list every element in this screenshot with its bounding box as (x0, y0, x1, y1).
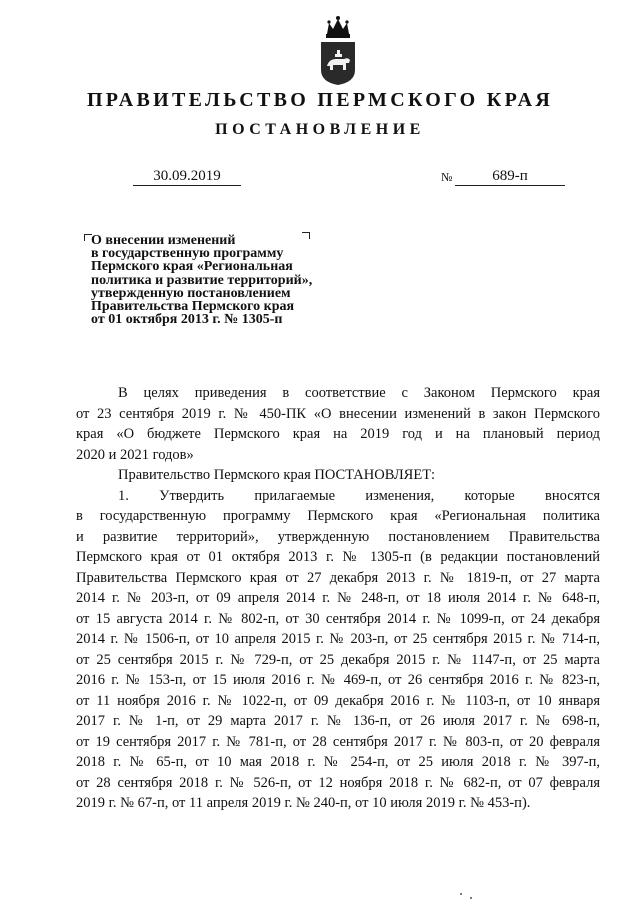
body-line: от 23 сентября 2019 г. № 450-ПК «О внесении изменений в закон Пермского (76, 405, 600, 422)
subject-line: политика и развитие территорий», (91, 272, 313, 288)
subject-line: в государственную программу (91, 246, 284, 262)
body-line: от 15 августа 2014 г. № 802-п, от 30 сентября 2014 г. № 1099-п, от 24 декабря (76, 610, 600, 627)
perm-krai-coat-of-arms-icon (318, 14, 358, 86)
body-line: и развитие территорий», утвержденную постановлением Правительства (76, 528, 600, 545)
body-line: от 28 сентября 2018 г. № 526-п, от 12 ноября 2018 г. № 682-п, от 07 февраля (76, 774, 600, 791)
body-line: от 19 сентября 2017 г. № 781-п, от 28 сентября 2017 г. № 803-п, от 20 февраля (76, 733, 600, 750)
body-line: 2019 г. № 67-п, от 11 апреля 2019 г. № 240-п, от 10 июля 2019 г. № 453-п). (76, 795, 531, 811)
body-text (76, 383, 600, 814)
body-line: Правительство Пермского края ПОСТАНОВЛЯЕТ: (118, 467, 436, 483)
document-number: 689-п (455, 168, 565, 186)
body-line: 2014 г. № 203-п, от 09 апреля 2014 г. № 248-п, от 18 июля 2014 г. № 648-п, (76, 590, 600, 606)
body-line: края «О бюджете Пермского края на 2019 год и на плановый период (76, 426, 600, 442)
body-line: 2018 г. № 65-п, от 10 мая 2018 г. № 254-п, от 25 июля 2018 г. № 397-п, (76, 754, 600, 770)
body-line: 2014 г. № 1506-п, от 10 апреля 2015 г. № 203-п, от 25 сентября 2015 г. № 714-п, (76, 631, 600, 647)
body-line: Правительства Пермского края от 27 декабря 2013 г. № 1819-п, от 27 марта (76, 569, 600, 586)
body-line: 2017 г. № 1-п, от 29 марта 2017 г. № 136-п, от 26 июля 2017 г. № 698-п, (76, 713, 600, 729)
body-line: от 25 сентября 2015 г. № 729-п, от 25 декабря 2015 г. № 1147-п, от 25 марта (76, 651, 600, 668)
subject-line: от 01 октября 2013 г. № 1305-п (91, 312, 283, 328)
organization-title: ПРАВИТЕЛЬСТВО ПЕРМСКОГО КРАЯ (86, 89, 554, 111)
subject-line: Пермского края «Региональная (91, 259, 293, 275)
subject-line: Правительства Пермского края (91, 299, 295, 315)
body-line: 2020 и 2021 годов» (76, 446, 194, 463)
document-date: 30.09.2019 (133, 168, 241, 186)
body-line: 2016 г. № 153-п, от 15 июля 2016 г. № 469-п, от 26 сентября 2016 г. № 823-п, (76, 672, 600, 688)
body-line: Пермского края от 01 октября 2013 г. № 1305-п (в редакции постановлений (76, 549, 600, 565)
subject-line: утвержденную постановлением (91, 285, 291, 301)
scan-speck (460, 893, 462, 895)
body-line: от 11 ноября 2016 г. № 1022-п, от 09 декабря 2016 г. № 1103-п, от 10 января (76, 692, 600, 709)
body-line: в государственную программу Пермского края «Региональная политика (76, 508, 600, 524)
number-sign: № (441, 170, 453, 184)
document-type: ПОСТАНОВЛЕНИЕ (215, 121, 425, 138)
scan-speck (470, 897, 472, 899)
body-line: 1. Утвердить прилагаемые изменения, которые вносятся (118, 487, 600, 504)
subject-block (91, 234, 371, 326)
body-line: В целях приведения в соответствие с Законом Пермского края (118, 385, 600, 401)
subject-line: О внесении изменений (91, 233, 236, 248)
